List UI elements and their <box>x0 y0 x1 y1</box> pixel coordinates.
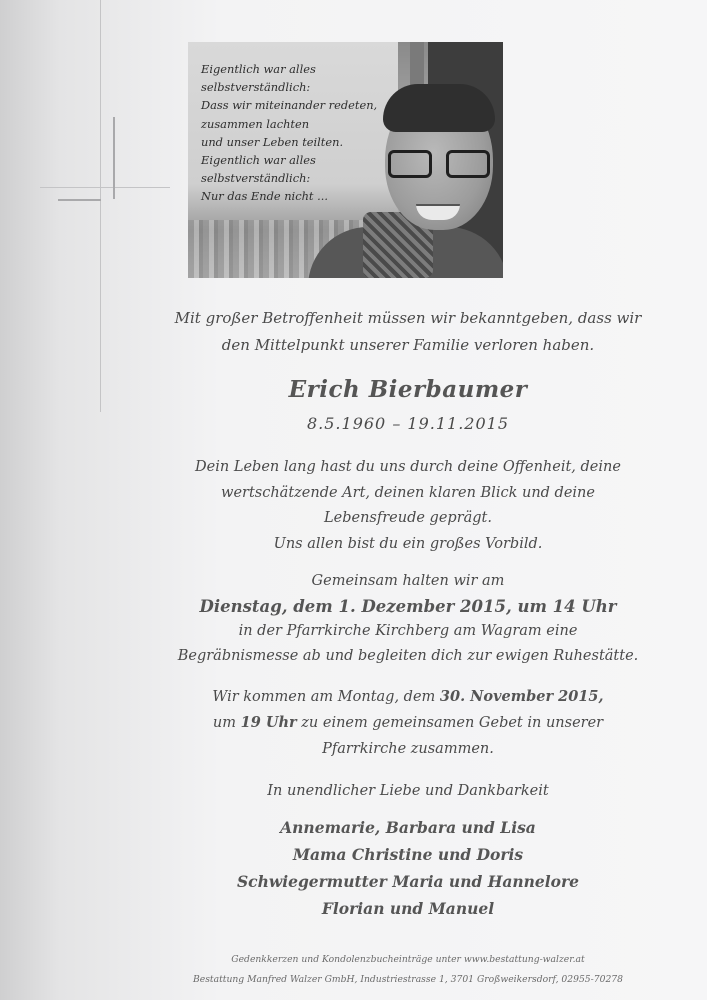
footer-address-line: Bestattung Manfred Walzer GmbH, Industriestrasse 1, 3701 Großweikersdorf, 02955-70278 <box>193 974 623 985</box>
quote-line: und unser Leben teilten. <box>201 134 344 149</box>
quote-line: selbstverständlich: <box>201 80 311 95</box>
intro-line: den Mittelpunkt unserer Familie verloren haben. <box>221 336 595 354</box>
prayer-date: 30. November 2015, <box>439 688 604 705</box>
tribute-line: Uns allen bist du ein großes Vorbild. <box>273 535 543 552</box>
funeral-lead: Gemeinsam halten wir am <box>311 573 505 589</box>
tribute-line: wertschätzende Art, deinen klaren Blick und deine <box>221 484 595 501</box>
quote-line: Dass wir miteinander redeten, <box>201 98 378 113</box>
prayer-text: Wir kommen am Montag, dem <box>212 689 440 705</box>
prayer-line-3: Pfarrkirche zusammen. <box>322 741 494 757</box>
tribute-line: Dein Leben lang hast du uns durch deine Offenheit, deine <box>195 459 621 475</box>
tribute-line: Lebensfreude geprägt. <box>324 510 492 526</box>
quote-line: Nur das Ende nicht ... <box>201 189 328 204</box>
family-member: Schwiegermutter Maria und Hannelore <box>236 872 580 891</box>
funeral-detail: Begräbnismesse ab und begleiten dich zur ewigen Ruhestätte. <box>177 648 639 664</box>
love-line: In unendlicher Liebe und Dankbarkeit <box>267 783 549 799</box>
announcement-intro <box>170 305 646 359</box>
prayer-time: 19 Uhr <box>240 714 297 731</box>
cross-horizontal-line <box>40 187 170 188</box>
funeral-home-footer <box>170 950 646 990</box>
funeral-location: in der Pfarrkirche Kirchberg am Wagram eine <box>238 623 578 639</box>
quote-line: Eigentlich war alles <box>201 62 316 76</box>
tribute-text <box>170 455 646 557</box>
cross-vertical-line <box>100 0 101 412</box>
prayer-info <box>170 684 646 762</box>
family-member: Mama Christine und Doris <box>292 845 524 864</box>
prayer-text: zu einem gemeinsamen Gebet in unserer <box>296 715 604 731</box>
quote-line: Eigentlich war alles <box>201 153 316 168</box>
intro-line: Mit großer Betroffenheit müssen wir bekanntgeben, dass wir <box>174 309 642 327</box>
cross-horizontal-accent <box>58 199 101 201</box>
family-member: Annemarie, Barbara und Lisa <box>280 818 536 837</box>
deceased-name: Erich Bierbaumer <box>288 376 528 403</box>
cross-vertical-accent <box>113 117 115 199</box>
quote-line: selbstverständlich: <box>201 171 311 186</box>
funeral-service-info <box>170 569 646 669</box>
family-signatures <box>170 814 646 922</box>
prayer-line-2 <box>170 710 646 736</box>
quote-line: zusammen lachten <box>201 116 310 131</box>
funeral-date: Dienstag, dem 1. Dezember 2015, um 14 Uhr <box>199 597 617 616</box>
family-member: Florian und Manuel <box>321 899 495 918</box>
memorial-quote <box>201 60 401 206</box>
prayer-line-1 <box>170 684 646 710</box>
footer-condolence-line: Gedenkkerzen und Kondolenzbucheinträge unter www.bestattung-walzer.at <box>231 954 585 965</box>
prayer-text: um <box>212 715 241 731</box>
life-dates: 8.5.1960 – 19.11.2015 <box>306 414 510 433</box>
